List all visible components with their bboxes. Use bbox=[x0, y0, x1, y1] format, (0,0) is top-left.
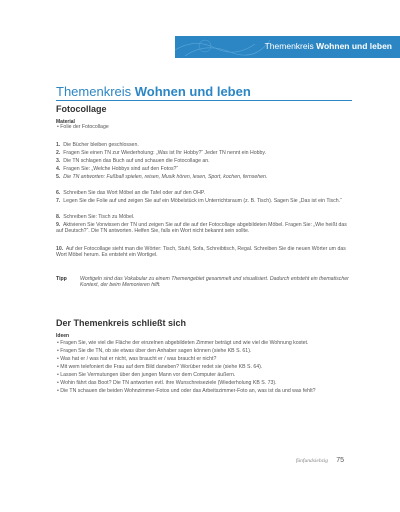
step-7: 7. Legen Sie die Folie auf und zeigen Sie auf ein Möbelstück im Unterrichtsraum (z. B. Tisch). Sagen Sie „Das ist ein Tisch.“ bbox=[56, 198, 342, 204]
material-item: • Folie der Fotocollage bbox=[57, 124, 109, 130]
section-heading-themenkreis: Der Themenkreis schließt sich bbox=[56, 318, 187, 328]
title-bold: Wohnen und leben bbox=[134, 84, 251, 99]
banner-title bbox=[265, 41, 392, 51]
title-rule bbox=[56, 100, 352, 101]
idea-item: • Fragen Sie, wie viel die Fläche der einzelnen abgebildeten Zimmer beträgt und wie viel die Wohnung kostet. bbox=[57, 340, 309, 346]
step-4: 4. Fragen Sie: „Welche Hobbys sind auf den Fotos?“ bbox=[56, 166, 179, 172]
idea-item: • Was hat er / was hat er nicht, was braucht er / was braucht er nicht? bbox=[57, 356, 217, 362]
tip-text: Wortigeln sind das Vokabular zu einem Themengebiet gesammelt und visualisiert. Dadurch entsteht ein thematischer Kontext, der beim Memorieren hilft. bbox=[80, 276, 349, 288]
idea-item: • Wohin fährt das Boot? Die TN antworten evtl. ihre Wunschreiseziele (Wiederholung KB S. 73). bbox=[57, 380, 277, 386]
ideas-label: Ideen bbox=[56, 333, 70, 339]
step-1: 1. Die Bücher bleiben geschlossen. bbox=[56, 142, 139, 148]
page-title bbox=[56, 84, 251, 99]
header-banner bbox=[175, 36, 400, 58]
banner-prefix: Themenkreis bbox=[264, 41, 314, 51]
idea-item: • Die TN schauen die beiden Wohnzimmer-Fotos und oder das Arbeitszimmer-Foto an, was ist da und was fehlt? bbox=[57, 388, 316, 394]
title-prefix: Themenkreis bbox=[56, 84, 132, 99]
page-number: 75 bbox=[336, 457, 344, 464]
section-heading-fotocollage: Fotocollage bbox=[56, 104, 107, 114]
step-10: 10. Auf der Fotocollage sieht man die Wörter: Tisch, Stuhl, Sofa, Schreibtisch, Regal. Schreiben Sie die neuen Wörter um das Wort Möbel herum. Es entsteht ein Wortigel. bbox=[56, 246, 346, 258]
idea-item: • Mit wem telefoniert die Frau auf dem Bild daneben? Worüber redet sie (siehe KB S. 64). bbox=[57, 364, 263, 370]
step-6: 6. Schreiben Sie das Wort Möbel an die Tafel oder auf den OHP. bbox=[56, 190, 206, 196]
idea-item: • Lassen Sie Vermutungen über den jungen Mann vor dem Computer äußern. bbox=[57, 372, 236, 378]
page-number-words: fünfundsiebzig bbox=[295, 458, 328, 464]
banner-bold: Wohnen und leben bbox=[316, 41, 392, 51]
step-8: 8. Schreiben Sie: Tisch zu Möbel. bbox=[56, 214, 135, 220]
tip-label: Tipp bbox=[56, 276, 67, 282]
step-5: 5. Die TN antworten: Fußball spielen, reisen, Musik hören, lesen, Sport, kochen, fernsehen. bbox=[56, 174, 268, 180]
material-label: Material bbox=[56, 119, 75, 125]
step-9: 9. Aktivieren Sie Vorwissen der TN und zeigen Sie auf die auf der Fotocollage abgebildeten Möbel. Fragen Sie: „Wie heißt das auf Deutsch?“. Die TN antworten. Helfen Sie, falls ein Wort nicht bekannt sein sollte. bbox=[56, 222, 347, 234]
step-3: 3. Die TN schlagen das Buch auf und schauen die Fotocollage an. bbox=[56, 158, 210, 164]
idea-item: • Fragen Sie die TN, ob sie etwas über den Anhaber sagen können (siehe KB S. 61). bbox=[57, 348, 252, 354]
step-2: 2. Fragen Sie einen TN zur Wiederholung: „Was ist Ihr Hobby?“ Jeder TN nennt ein Hobby. bbox=[56, 150, 267, 156]
